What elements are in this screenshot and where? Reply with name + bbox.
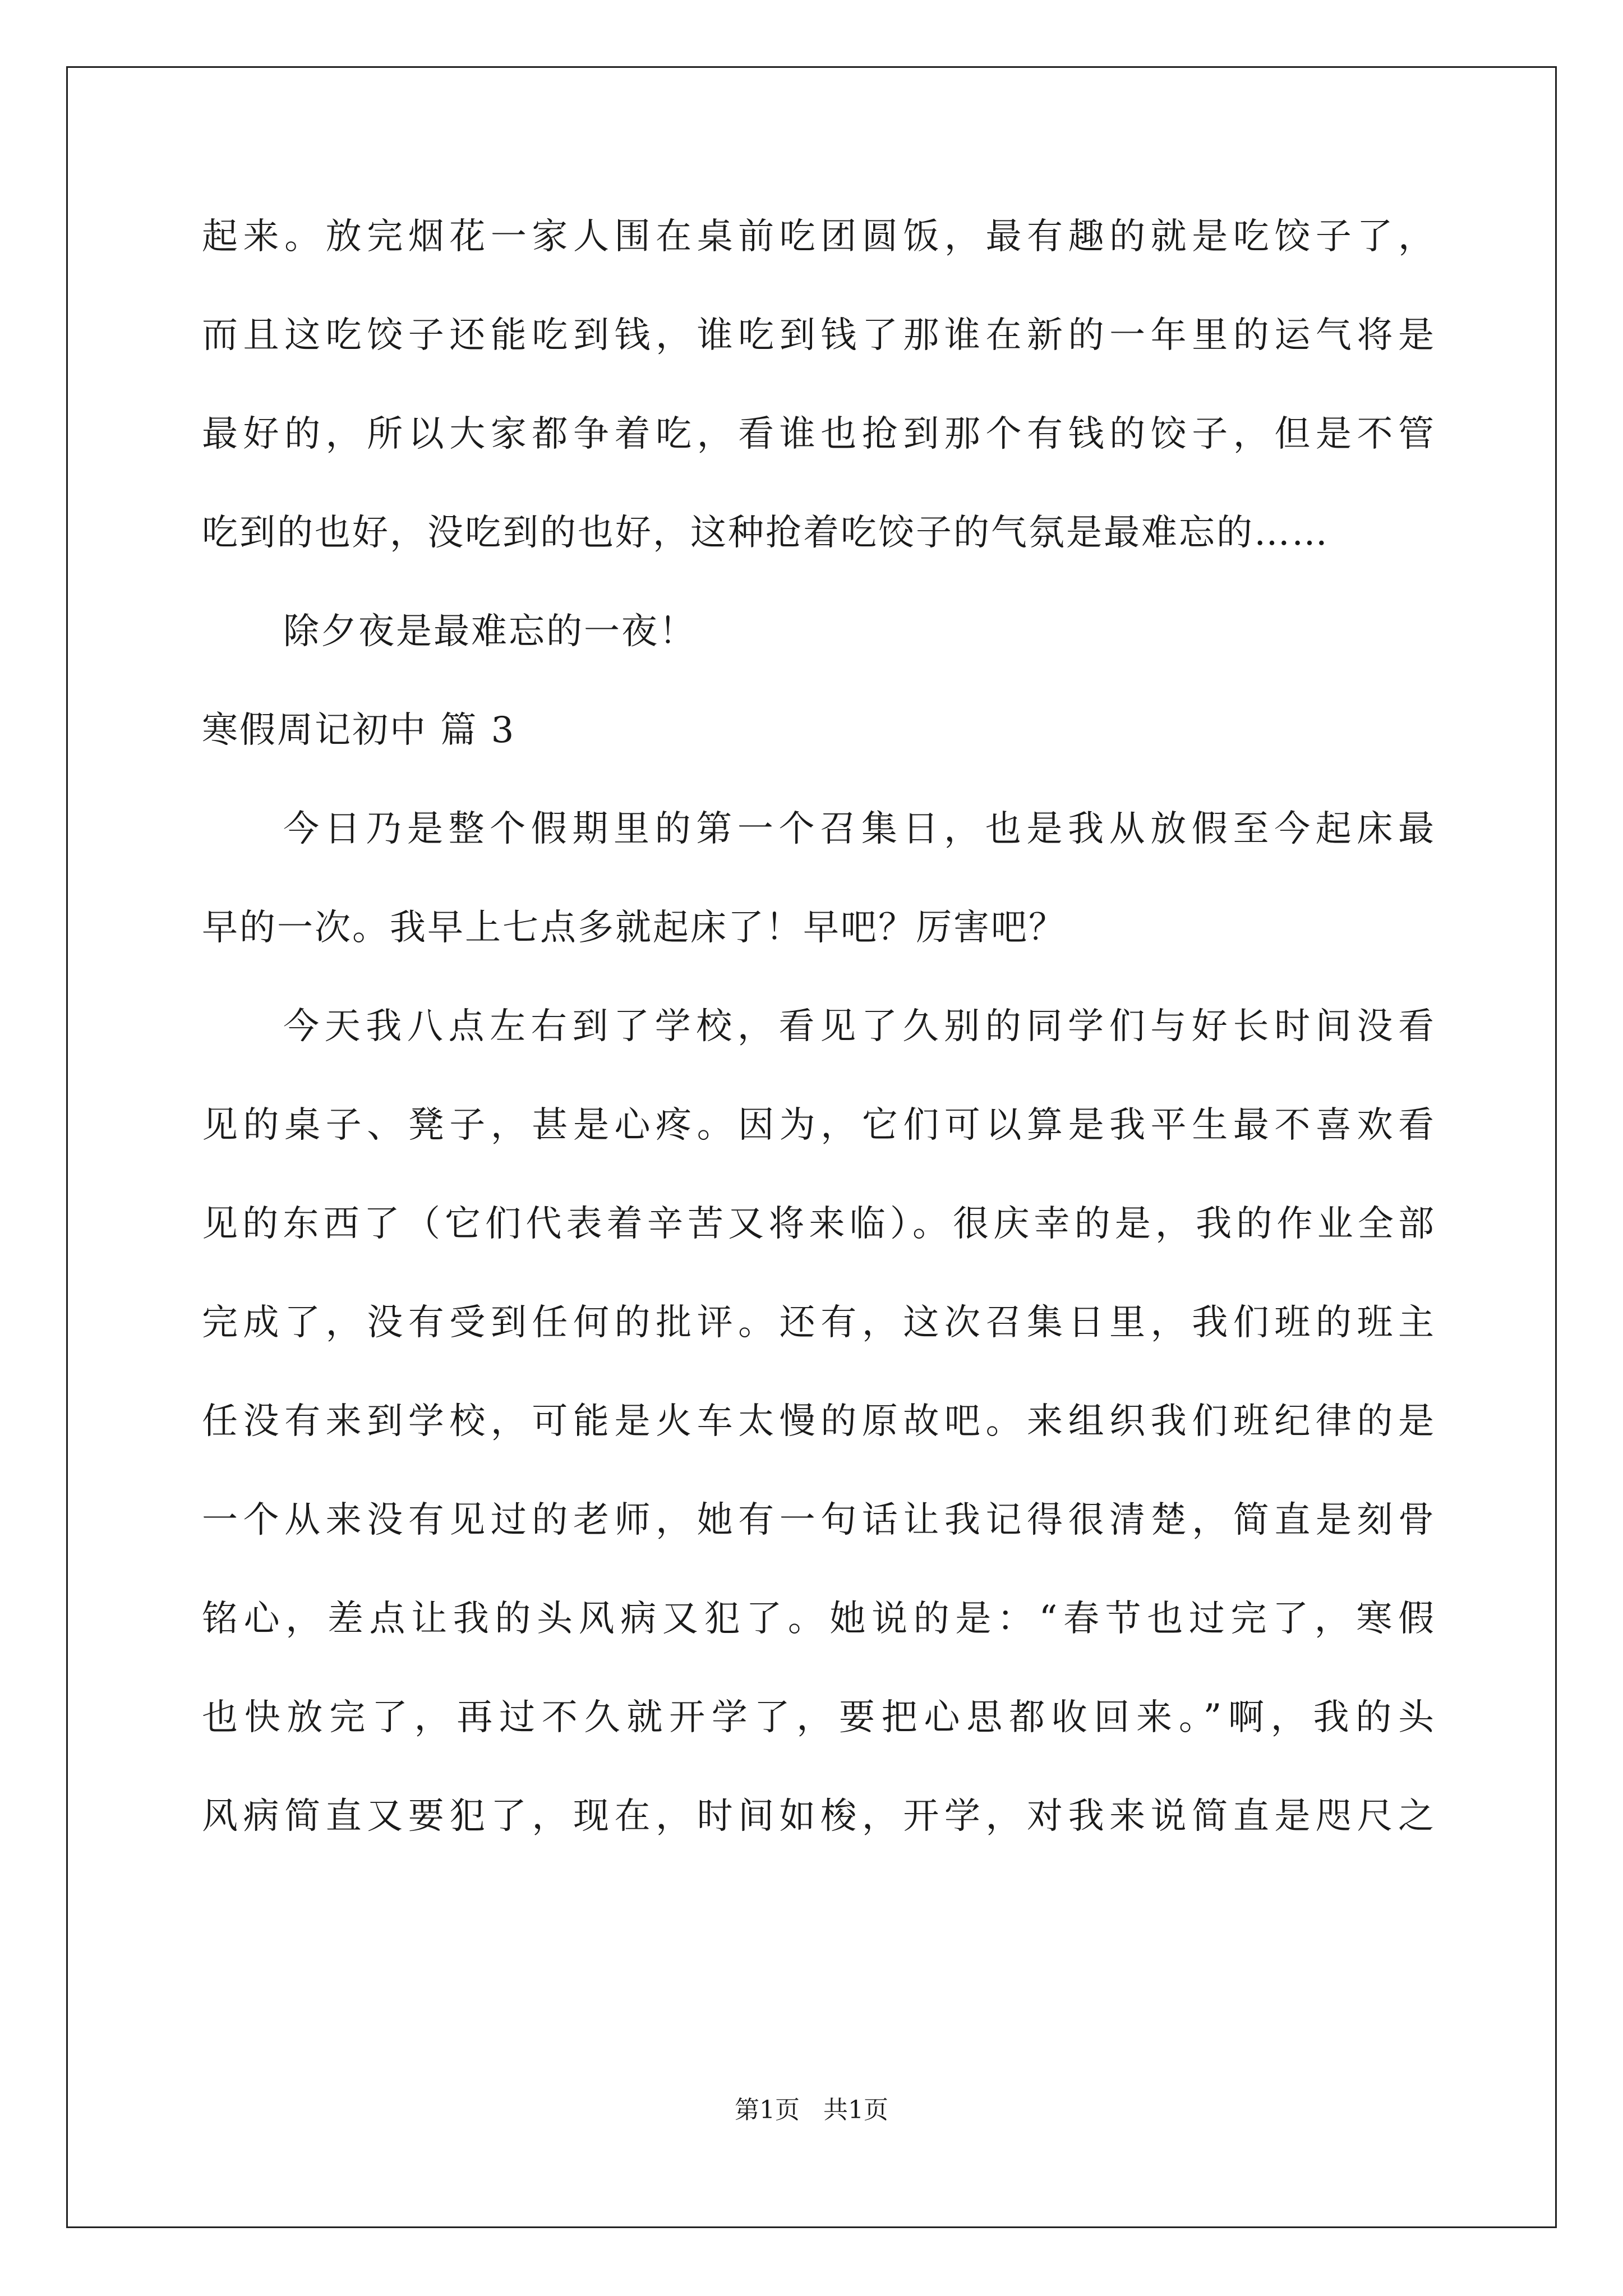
body-line: 风病简直又要犯了，现在，时间如梭，开学，对我来说简直是咫尺之 (202, 1796, 1436, 1837)
body-line: 今日乃是整个假期里的第一个召集日，也是我从放假至今起床最 (283, 808, 1436, 850)
body-line: 起来。放完烟花一家人围在桌前吃团圆饭，最有趣的就是吃饺子了， (202, 216, 1436, 257)
body-line: 最好的，所以大家都争着吃，看谁也抢到那个有钱的饺子，但是不管 (202, 413, 1436, 455)
body-line: 见的桌子、凳子，甚是心疼。因为，它们可以算是我平生最不喜欢看 (202, 1105, 1436, 1146)
body-line: 见的东西了（它们代表着辛苦又将来临）。很庆幸的是，我的作业全部 (202, 1203, 1436, 1245)
body-line: 一个从来没有见过的老师，她有一句话让我记得很清楚，简直是刻骨 (202, 1499, 1436, 1541)
body-line: 除夕夜是最难忘的一夜！ (283, 611, 697, 652)
body-line: 任没有来到学校，可能是火车太慢的原故吧。来组织我们班纪律的是 (202, 1401, 1436, 1442)
body-line: 而且这吃饺子还能吃到钱，谁吃到钱了那谁在新的一年里的运气将是 (202, 315, 1436, 356)
body-line: 完成了，没有受到任何的批评。还有，这次召集日里，我们班的班主 (202, 1302, 1436, 1343)
body-line: 今天我八点左右到了学校，看见了久别的同学们与好长时间没看 (283, 1006, 1436, 1047)
body-line: 早的一次。我早上七点多就起床了！早吧？厉害吧？ (202, 907, 1066, 949)
body-line: 也快放完了，再过不久就开学了，要把心思都收回来。”啊，我的头 (202, 1697, 1436, 1738)
body-line: 铭心，差点让我的头风病又犯了。她说的是：“春节也过完了，寒假 (202, 1598, 1436, 1640)
body-line: 吃到的也好，没吃到的也好，这种抢着吃饺子的气氛是最难忘的…… (202, 512, 1329, 554)
section-heading: 寒假周记初中 篇 3 (202, 710, 516, 751)
page-number-footer: 第1页 共1页 (735, 2096, 888, 2124)
document-body (202, 216, 1436, 1897)
